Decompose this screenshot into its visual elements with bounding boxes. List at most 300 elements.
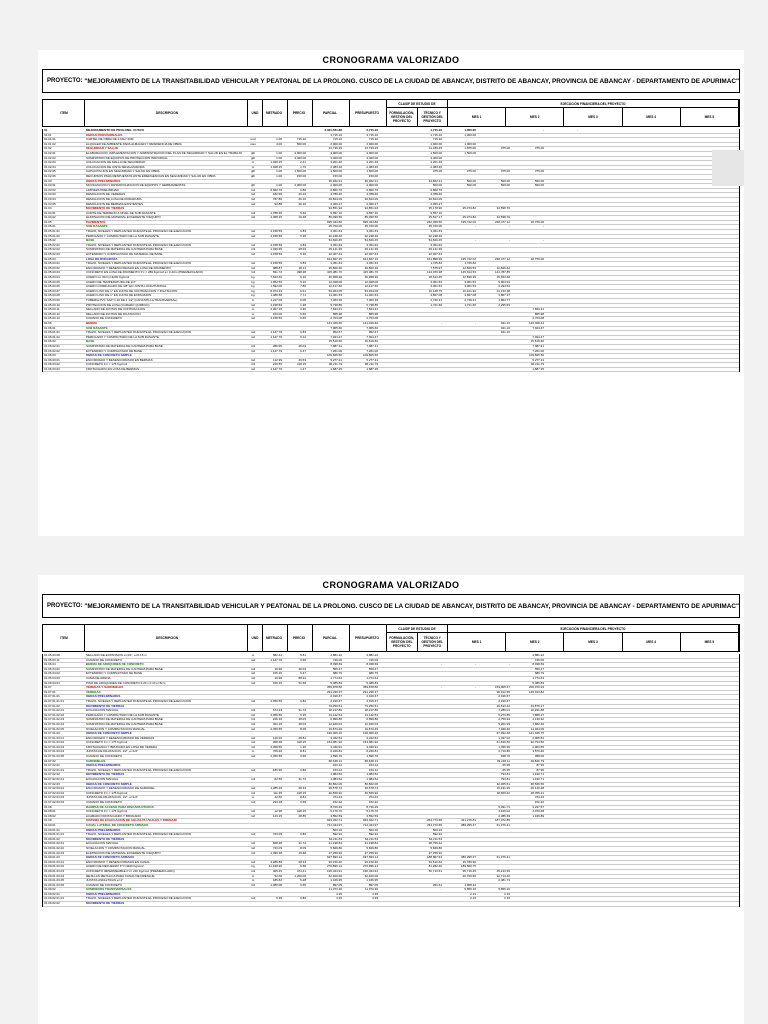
cell-mes3 — [478, 677, 512, 681]
cell-clasif — [380, 884, 410, 888]
cell-mes3: 159,905.57 — [494, 686, 510, 690]
cell-presupuesto: 8,038.69 — [366, 663, 378, 667]
cell-presupuesto: 29,800.30 — [364, 266, 378, 270]
cell-parcial: 5,738.85 — [330, 303, 342, 307]
cell-clasif — [380, 267, 410, 271]
cell-mes3 — [478, 659, 512, 663]
cell-parcial: 3,451.63 — [330, 243, 342, 247]
cell-mes1 — [410, 363, 444, 367]
cell-item: 01.05.01 — [44, 225, 56, 229]
cell-und: kg — [251, 276, 255, 279]
cell-mes3 — [478, 203, 512, 207]
cell-und: m3 — [250, 216, 256, 220]
cell-precio — [284, 663, 308, 667]
cell-mes1 — [410, 769, 444, 773]
cell-descripcion: FROTACHADO EN LOSA DE BERMAS — [86, 367, 139, 371]
cell-precio: 0.65 — [300, 883, 306, 887]
cell-presupuesto: 20,604.09 — [364, 197, 378, 201]
cell-mes3: 15,653.66 — [496, 276, 510, 279]
cell-clasif — [380, 870, 410, 874]
cell-mes4: 7,682.40 — [532, 722, 544, 726]
cell-presupuesto: 3,400.00 — [366, 156, 378, 160]
cell-mes3 — [478, 354, 512, 358]
cell-metrado: 5.35 — [276, 897, 282, 901]
cell-mes3 — [478, 138, 512, 142]
cell-mes2 — [444, 691, 478, 695]
cell-mes2 — [444, 161, 478, 165]
cell-item: 01.05.01.01 — [44, 230, 60, 234]
cell-item: 01.07.01.02.02 — [44, 713, 65, 717]
cell-parcial: 865.98 — [332, 312, 342, 316]
cell-clasif — [380, 152, 410, 156]
cell-descripcion: OBRAS PRELIMINARES — [86, 828, 121, 832]
cell-precio: 5.35 — [300, 234, 306, 238]
cell-mes2 — [444, 806, 478, 810]
cell-mes1: 500.00 — [432, 184, 442, 188]
cell-mes2 — [444, 682, 478, 686]
cell-metrado: 1.00 — [276, 156, 282, 160]
cell-presupuesto — [344, 902, 380, 906]
cell-item: 01.06.03.01 — [44, 358, 60, 362]
cell-precio: 88.91 — [298, 676, 306, 680]
cell-mes4 — [512, 216, 546, 220]
cell-mes4: 5,277.21 — [532, 358, 544, 362]
cell-precio: 498.38 — [296, 271, 306, 275]
cell-precio — [284, 888, 308, 892]
cell-mes5 — [546, 166, 580, 170]
cell-item: 01.05.03.11 — [44, 308, 60, 312]
cell-item: 01.07.01.02.05 — [44, 727, 65, 731]
cell-mes3: 21,133.38 — [496, 289, 510, 293]
cell-clasif — [380, 902, 410, 906]
cell-item: 01.07.02.03.04 — [44, 801, 65, 804]
cell-mes4: 375.00 — [534, 170, 544, 174]
cell-presupuesto: 7,261.00 — [366, 349, 378, 353]
cell-descripcion: MOVIMIENTO DE TIERRAS — [86, 773, 125, 777]
cell-mes5 — [546, 718, 580, 722]
cell-und: m3 — [250, 741, 256, 745]
cell-clasif — [380, 157, 410, 161]
cell-presupuesto: 712,434.97 — [362, 823, 378, 827]
cell-metrado — [260, 806, 284, 810]
cell-mes3: 61,376.41 — [496, 823, 510, 827]
cell-mes2: 2.19 — [470, 892, 476, 896]
cell-mes3 — [478, 852, 512, 856]
cell-descripcion: REJILLAS METALICA PARA CANAL DE DRENAJE — [86, 874, 155, 878]
cell-mes2 — [444, 166, 478, 170]
cell-parcial: 592.94 — [332, 833, 342, 837]
cell-descripcion: LOSA DE RODADURA — [86, 257, 118, 261]
cell-mes3 — [478, 212, 512, 216]
cell-mes5 — [546, 336, 580, 340]
header-metrado: METRADO — [263, 625, 288, 651]
cell-mes4 — [512, 285, 546, 289]
cell-metrado: 1,147.79 — [270, 349, 282, 353]
cell-parcial: 2,450.27 — [330, 202, 342, 206]
cell-descripcion: OBRAS DE CONCRETO SIMPLE — [86, 732, 132, 736]
cell-mes5 — [546, 760, 580, 764]
cell-und — [246, 134, 260, 138]
cell-parcial: 6,860.76 — [330, 188, 342, 192]
cell-mes5 — [546, 267, 580, 271]
cell-descripcion: OBRAS PROVISIONALES — [86, 133, 123, 137]
cell-parcial: 190,344.91 — [326, 869, 342, 873]
cell-mes4: 10,931.88 — [530, 709, 544, 713]
cell-parcial: 153.12 — [332, 764, 342, 768]
cell-precio: 19.48 — [298, 216, 306, 220]
cell-mes2: 16,101.92 — [462, 289, 476, 293]
cell-metrado: 2,456.55 — [270, 727, 282, 731]
cell-descripcion: ENCOFRADO Y DESENCOFRADO EN CANAL — [86, 860, 150, 864]
cell-mes5 — [546, 258, 580, 262]
cell-metrado: 1,788.35 — [270, 211, 282, 215]
cell-mes5 — [546, 778, 580, 782]
cell-clasif — [380, 741, 410, 745]
cell-clasif — [380, 663, 410, 667]
cell-mes5 — [546, 304, 580, 308]
cell-precio — [284, 856, 308, 860]
cell-precio: 6.16 — [300, 276, 306, 279]
cell-parcial: 695,434.80 — [326, 220, 342, 224]
cell-und — [246, 354, 260, 358]
cell-item: 01.07.01.03.03 — [44, 745, 65, 749]
cell-descripcion: COLOCACION DE CINTA SEÑALIZADORA — [86, 165, 145, 169]
cell-mes1: 20,604.09 — [428, 197, 442, 201]
cell-descripcion: PAVIMENTOS — [86, 220, 106, 224]
cell-mes2 — [444, 363, 478, 367]
cell-metrado — [260, 829, 284, 833]
cell-precio — [284, 893, 308, 897]
cell-presupuesto: 1,500.00 — [366, 170, 378, 174]
cell-descripcion: TRAZO, NIVELES Y REPLANTEO DURANTE EL PROCESO DE EJECUCION — [86, 768, 191, 772]
cell-und: m3 — [250, 842, 256, 846]
cell-mes1 — [410, 728, 444, 732]
cell-mes4 — [512, 198, 546, 202]
cell-presupuesto: 4.39 — [372, 892, 378, 896]
cell-und — [246, 691, 260, 695]
cell-mes3: 144,787.85 — [494, 271, 510, 275]
cell-parcial: 15,519.60 — [328, 340, 342, 344]
cell-descripcion: DEMOLICION DE VEREDAS — [86, 193, 126, 197]
cell-parcial: 4,881.22 — [330, 654, 342, 657]
cell-mes5 — [546, 672, 580, 676]
cell-presupuesto: 22,007.43 — [364, 253, 378, 257]
header-presupuesto: PRESUPUESTO — [350, 100, 387, 126]
cell-descripcion: EXTENDIDO Y COMPACTADO DE BASE — [86, 349, 142, 353]
cell-clasif — [380, 290, 410, 294]
cell-presupuesto: 865.98 — [368, 312, 378, 316]
cell-mes3: 238,477.12 — [494, 220, 510, 224]
cell-und: m2 — [250, 234, 256, 238]
cell-metrado: 582.44 — [272, 654, 282, 657]
cell-item: 01.05.03.06 — [44, 285, 60, 289]
cell-mes3: 238,477.12 — [494, 257, 510, 261]
cell-mes2 — [444, 248, 478, 252]
cell-descripcion: EXTENDIDO Y COMPACTADO DE MATERIAL DE BASE — [86, 253, 163, 257]
cell-mes2 — [444, 773, 478, 777]
cell-mes1: 22,007.43 — [428, 253, 442, 257]
cell-precio: 26.10 — [298, 202, 306, 206]
cell-mes3 — [478, 796, 512, 800]
cell-mes3: 500.00 — [500, 179, 510, 183]
cell-und: m3 — [250, 344, 256, 348]
cell-mes5 — [546, 294, 580, 298]
cell-mes3 — [478, 129, 512, 133]
cell-parcial: 693,022.71 — [326, 819, 342, 823]
cell-item: 01.09.01.02.03 — [44, 851, 65, 855]
header-ejecucion-group — [448, 625, 739, 651]
header-clasif-sub2: TÉCNICO Y GESTIÓN DEL PROYECTO — [421, 636, 444, 648]
cell-mes5 — [546, 212, 580, 216]
cell-und: m2 — [250, 883, 256, 887]
cell-presupuesto: 4,789.46 — [366, 193, 378, 197]
cell-precio: 2,000.00 — [294, 184, 306, 188]
cell-mes1 — [410, 801, 444, 805]
cell-clasif — [380, 810, 410, 814]
cell-precio: 31.72 — [298, 778, 306, 782]
cell-mes4 — [512, 833, 546, 837]
cell-precio: 8.81 — [300, 750, 306, 754]
cell-mes1 — [410, 792, 444, 796]
cell-item: 01.03.03 — [44, 193, 56, 197]
cell-mes5 — [546, 819, 580, 823]
cell-mes4: 28,055.21 — [530, 791, 544, 795]
cell-precio: 0.80 — [300, 188, 306, 192]
header-und: UND — [248, 100, 263, 126]
cell-item: 01.09.02.01.01 — [44, 897, 65, 901]
cell-mes2 — [444, 317, 478, 321]
cell-precio — [284, 207, 308, 211]
cell-clasif — [380, 161, 410, 165]
cell-mes3: 18,669.62 — [496, 791, 510, 795]
sheet-title: CRONOGRAMA VALORIZADO — [322, 580, 460, 590]
cell-mes3: 29,513.42 — [496, 704, 510, 708]
cell-und — [246, 888, 260, 892]
cell-presupuesto: 1,596.76 — [366, 755, 378, 759]
cell-presupuesto: 359,878.50 — [362, 686, 378, 690]
cell-item: 01.05.03.13 — [44, 317, 60, 321]
cell-mes1: 5,849.80 — [430, 846, 442, 850]
cell-clasif — [380, 714, 410, 718]
cell-mes4: - — [543, 225, 544, 229]
cell-und — [246, 705, 260, 709]
cell-und: m2 — [250, 262, 256, 266]
cell-metrado: 2,456.55 — [270, 755, 282, 759]
cell-parcial: 96,211.79 — [328, 363, 342, 367]
cell-item: 01.05.03.04 — [44, 276, 60, 279]
cell-mes1: - — [441, 888, 442, 892]
cell-precio: 28.03 — [298, 667, 306, 671]
cell-und — [246, 783, 260, 787]
cell-item: 01.06.02.01 — [44, 344, 60, 348]
cell-mes1: 161,898.99 — [426, 257, 442, 261]
cell-mes2 — [444, 783, 478, 787]
cell-item: 01.04.01 — [44, 211, 56, 215]
cell-descripcion: SUMINISTRO DE MATERIAL DE CANTERA PARA BASE — [86, 667, 163, 671]
cell-metrado: 723.09 — [272, 833, 282, 837]
cell-mes2: 1,008.42 — [464, 883, 476, 887]
cell-presupuesto: 154,081.92 — [362, 741, 378, 745]
cell-mes4 — [512, 203, 546, 207]
cell-mes3 — [478, 363, 512, 367]
cell-item: 01.08 — [44, 805, 52, 809]
cell-mes5 — [546, 143, 580, 147]
cell-mes1 — [410, 350, 444, 354]
cell-clasif — [380, 258, 410, 262]
cell-item: 01.06.01.02 — [44, 335, 60, 339]
cell-mes5 — [546, 271, 580, 275]
cell-mes4 — [512, 281, 546, 285]
cell-mes4: 7,024.47 — [532, 335, 544, 339]
cell-und: m2 — [250, 745, 256, 749]
cell-mes2 — [444, 760, 478, 764]
cell-item: 01.07.01.02.01 — [44, 709, 65, 713]
cell-descripcion: DEMOLICION DE LOSA DE RODADURA — [86, 197, 142, 201]
cell-clasif — [380, 865, 410, 869]
cell-parcial: 12,028.00 — [328, 280, 342, 284]
cell-precio: 28.85 — [298, 814, 306, 818]
cell-mes4 — [512, 299, 546, 303]
cell-metrado: 19.96 — [274, 676, 282, 680]
cell-und: m2 — [250, 317, 256, 321]
cell-mes5 — [546, 138, 580, 142]
cell-metrado: 461.15 — [272, 722, 282, 726]
cell-descripcion: CURADO DE CONCRETO — [86, 755, 122, 759]
cell-item: 01.09.01 — [44, 823, 56, 827]
cell-descripcion: ACERO DE REFUERZO F'Y=4200 Kg/cm2 — [86, 865, 144, 869]
cell-mes4: 20,146.48 — [530, 787, 544, 791]
cell-mes1 — [410, 340, 444, 344]
table-header — [42, 99, 740, 127]
cell-item: 01.05.03.11 — [44, 658, 60, 662]
cell-mes1: 34,862.21 — [428, 179, 442, 183]
cell-item: 01.07.02.02.01 — [44, 778, 65, 782]
cell-item: 01.05.03.02 — [44, 266, 60, 270]
cell-presupuesto: 1,687.25 — [366, 367, 378, 371]
cell-mes4: 2,070.68 — [532, 810, 544, 814]
cell-metrado: 93.88 — [274, 202, 282, 206]
cell-item: 01.05.02.03 — [44, 253, 60, 257]
cell-parcial: 1,166.95 — [330, 879, 342, 883]
cell-mes2 — [444, 193, 478, 197]
cell-mes5 — [546, 253, 580, 257]
cell-metrado: 1,399.38 — [270, 851, 282, 855]
cell-clasif — [380, 262, 410, 266]
cell-metrado: 723.09 — [272, 846, 282, 850]
cell-item: 01.07 — [44, 686, 52, 690]
cell-item: 01.06.03.02 — [44, 363, 60, 367]
cell-parcial: 4.39 — [336, 892, 342, 896]
cell-und: kg — [251, 285, 255, 289]
cell-mes1 — [410, 787, 444, 791]
cell-metrado: 12.38 — [274, 810, 282, 814]
sheet-page-2 — [38, 575, 744, 1024]
cell-mes1 — [410, 317, 444, 321]
header-mes1: MES 1 — [448, 108, 506, 126]
cell-mes2 — [444, 829, 478, 833]
cell-mes4 — [512, 884, 546, 888]
cell-mes1 — [410, 755, 444, 759]
cell-mes4: 500.00 — [534, 179, 544, 183]
cell-mes2 — [444, 354, 478, 358]
cell-precio: 6.05 — [300, 298, 306, 302]
cell-descripcion: OBRAS PRELIMINARES — [86, 695, 121, 699]
cell-item: 01.07.02.01.01 — [44, 768, 65, 772]
cell-mes2: 2.19 — [470, 897, 476, 901]
cell-precio: 1.79 — [300, 165, 306, 169]
cell-mes5 — [546, 189, 580, 193]
cell-mes2: 386,295.37 — [460, 856, 476, 860]
cell-mes2: 386,295.37 — [460, 823, 476, 827]
cell-mes2 — [444, 718, 478, 722]
header-mes1: MES 1 — [448, 633, 506, 651]
cell-descripcion: ACERO Gr. 60 Fy=4200 Kg/cm2 — [86, 276, 130, 279]
cell-mes5 — [546, 783, 580, 787]
cell-mes2 — [444, 212, 478, 216]
cell-mes5 — [546, 262, 580, 266]
cell-presupuesto: 46,569.92 — [364, 791, 378, 795]
cell-presupuesto: 637,833.14 — [362, 856, 378, 860]
cell-item: 01.06.03.03 — [44, 367, 60, 371]
cell-parcial: 54,600.45 — [328, 239, 342, 243]
cell-und: m2 — [250, 230, 256, 234]
cell-mes3: - — [509, 239, 510, 243]
cell-mes4 — [512, 212, 546, 216]
cell-presupuesto: 150.00 — [368, 174, 378, 178]
cell-mes3 — [478, 157, 512, 161]
cell-mes2 — [444, 842, 478, 846]
cell-presupuesto: 196,006.16 — [362, 732, 378, 736]
cell-metrado: 2,456.55 — [270, 699, 282, 703]
cell-clasif — [380, 147, 410, 151]
cell-mes3: 5,656.16 — [498, 888, 510, 892]
cell-descripcion: OBRAS DE CONCRETO SIMPLE — [86, 354, 132, 358]
cell-descripcion: TRAZO, NIVELES Y REPLANTEO DURANTE EL PROCESO DE EJECUCION — [86, 897, 191, 901]
cell-und: m2 — [250, 846, 256, 850]
cell-mes3: 32,714.40 — [496, 874, 510, 878]
cell-descripcion: BERMA — [86, 321, 97, 325]
cell-mes3 — [478, 359, 512, 363]
cell-presupuesto: 94,851.94 — [364, 207, 378, 211]
cell-precio: 28.03 — [298, 248, 306, 252]
cell-descripcion: TRAZO, NIVELES Y REPLANTEO DURANTE EL PROCESO DE EJECUCION — [86, 833, 191, 837]
cell-precio: 26.10 — [298, 197, 306, 201]
project-colon: : — [80, 603, 83, 609]
cell-mes4 — [512, 888, 546, 892]
cell-mes4 — [512, 253, 546, 257]
cell-presupuesto: 7,965.60 — [366, 326, 378, 330]
cell-clasif — [380, 668, 410, 672]
cell-mes2 — [444, 755, 478, 759]
cell-mes5 — [546, 677, 580, 681]
cell-mes2 — [444, 368, 478, 372]
cell-clasif — [380, 705, 410, 709]
cell-clasif — [380, 682, 410, 686]
cell-descripcion: OBRAS PRELIMINARES — [86, 179, 121, 183]
cell-mes5 — [546, 856, 580, 860]
cell-descripcion: SUMINISTRO DE MATERIAL DE CANTERA PARA BASE — [86, 722, 163, 726]
cell-item: 01.05.03.01 — [44, 262, 60, 266]
cell-item: 01.09.01.02.02 — [44, 846, 65, 850]
cell-und: m2 — [250, 699, 256, 703]
cell-und: m2 — [250, 188, 256, 192]
cell-mes3: 2,759.94 — [498, 718, 510, 722]
cell-metrado: 1,486.58 — [270, 294, 282, 298]
cell-mes1: 25,700.06 — [428, 225, 442, 229]
cell-descripcion: ENCOFRADO Y DESENCOFRADO EN BERMAS — [86, 358, 153, 362]
cell-mes2 — [444, 810, 478, 814]
cell-item: 01.08.01 — [44, 810, 56, 814]
